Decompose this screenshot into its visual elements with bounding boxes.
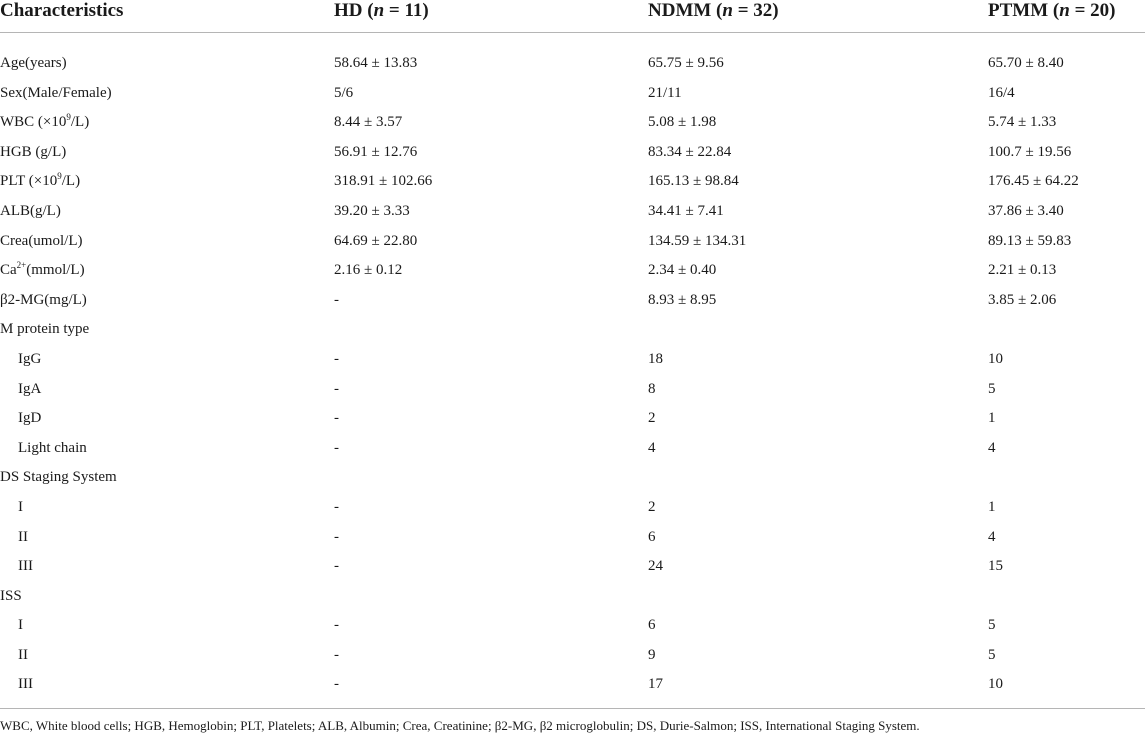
row-label: Crea(umol/L) bbox=[0, 232, 83, 249]
table-row bbox=[0, 168, 1145, 198]
cell-hd: 318.91 ± 102.66 bbox=[334, 173, 433, 190]
cell-ptmm: 100.7 ± 19.56 bbox=[988, 143, 1072, 160]
row-label: $Ca^{2+}(mmol/L)$ bbox=[0, 260, 85, 279]
table-row bbox=[0, 494, 1145, 524]
cell-ndmm: 5.08 ± 1.98 bbox=[648, 114, 717, 131]
row-label: Sex(Male/Female) bbox=[0, 84, 112, 101]
table-row bbox=[0, 109, 1145, 139]
cell-ndmm: 8 bbox=[648, 380, 656, 397]
row-label: IgG bbox=[18, 350, 42, 367]
cell-hd: - bbox=[334, 439, 339, 456]
row-label: I bbox=[18, 498, 23, 515]
cell-ptmm: 4 bbox=[988, 439, 996, 456]
cell-hd: - bbox=[334, 528, 339, 545]
row-label: IgA bbox=[18, 380, 42, 397]
row-label: HGB (g/L) bbox=[0, 143, 67, 160]
cell-ndmm: 65.75 ± 9.56 bbox=[648, 55, 724, 71]
table-row bbox=[0, 80, 1145, 110]
cell-ptmm: 5 bbox=[988, 646, 996, 663]
table-row bbox=[0, 139, 1145, 169]
cell-ptmm: 10 bbox=[988, 350, 1003, 367]
table-row bbox=[0, 642, 1145, 672]
table-row bbox=[0, 464, 1145, 494]
cell-hd: - bbox=[334, 410, 339, 427]
table-footnote: WBC, White blood cells; HGB, Hemoglobin; PLT, Platelets; ALB, Albumin; Crea, Creatinine; β2-MG, β2 microglobulin; DS, Durie-Salmon; ISS, International Staging System. bbox=[0, 718, 920, 733]
cell-ptmm: 5 bbox=[988, 617, 996, 634]
cell-ptmm: 10 bbox=[988, 676, 1003, 693]
table-row bbox=[0, 524, 1145, 554]
cell-ptmm: 3.85 ± 2.06 bbox=[988, 291, 1057, 308]
cell-ptmm: 65.70 ± 8.40 bbox=[988, 55, 1064, 71]
table-bottom-rule bbox=[0, 708, 1145, 709]
table-row bbox=[0, 435, 1145, 465]
cell-ndmm: 4 bbox=[648, 439, 656, 456]
header-ptmm: PTMM (n = 20) bbox=[988, 0, 1116, 21]
table-row bbox=[0, 50, 1145, 80]
cell-hd: 8.44 ± 3.57 bbox=[334, 114, 403, 131]
cell-ndmm: 17 bbox=[648, 676, 663, 693]
table-row bbox=[0, 287, 1145, 317]
cell-ptmm: 2.21 ± 0.13 bbox=[988, 262, 1057, 279]
row-label: PLT $(\times 10^9/L)$ bbox=[0, 171, 81, 190]
cell-ndmm: 34.41 ± 7.41 bbox=[648, 202, 724, 219]
cell-ndmm: 6 bbox=[648, 617, 656, 634]
table-row bbox=[0, 671, 1145, 701]
table-row bbox=[0, 612, 1145, 642]
cell-ptmm: 5 bbox=[988, 380, 996, 397]
table-row bbox=[0, 228, 1145, 258]
cell-ndmm: 2 bbox=[648, 498, 656, 515]
cell-hd: - bbox=[334, 646, 339, 663]
row-label: WBC $(\times 10^9/L)$ bbox=[0, 112, 90, 131]
row-label: II bbox=[18, 528, 28, 545]
cell-hd: - bbox=[334, 498, 339, 515]
cell-hd: 56.91 ± 12.76 bbox=[334, 143, 418, 160]
cell-ndmm: 83.34 ± 22.84 bbox=[648, 143, 732, 160]
cell-hd: - bbox=[334, 380, 339, 397]
table-row bbox=[0, 316, 1145, 346]
cell-ptmm: 1 bbox=[988, 410, 996, 427]
cell-hd: 64.69 ± 22.80 bbox=[334, 232, 418, 249]
cell-hd: - bbox=[334, 676, 339, 693]
table-header-row bbox=[0, 0, 1145, 33]
table-row bbox=[0, 553, 1145, 583]
row-label: Light chain bbox=[18, 439, 87, 456]
cell-hd: 58.64 ± 13.83 bbox=[334, 55, 418, 71]
table-row bbox=[0, 583, 1145, 613]
cell-hd: - bbox=[334, 291, 339, 308]
cell-ptmm: 15 bbox=[988, 558, 1003, 575]
cell-hd: 5/6 bbox=[334, 84, 354, 101]
cell-hd: 39.20 ± 3.33 bbox=[334, 202, 410, 219]
row-label: ISS bbox=[0, 587, 22, 604]
header-ndmm: NDMM (n = 32) bbox=[648, 0, 779, 21]
row-label: IgD bbox=[18, 410, 42, 427]
cell-ndmm: 6 bbox=[648, 528, 656, 545]
row-label: I bbox=[18, 617, 23, 634]
row-label: DS Staging System bbox=[0, 469, 117, 486]
cell-ptmm: 1 bbox=[988, 498, 996, 515]
cell-ptmm: 5.74 ± 1.33 bbox=[988, 114, 1057, 131]
row-label: III bbox=[18, 558, 33, 575]
row-label: β2-MG(mg/L) bbox=[0, 291, 87, 308]
cell-ptmm: 4 bbox=[988, 528, 996, 545]
table-row bbox=[0, 346, 1145, 376]
cell-hd: 2.16 ± 0.12 bbox=[334, 262, 403, 279]
cell-hd: - bbox=[334, 617, 339, 634]
cell-hd: - bbox=[334, 350, 339, 367]
row-label: II bbox=[18, 646, 28, 663]
row-label: M protein type bbox=[0, 321, 90, 338]
cell-ndmm: 24 bbox=[648, 558, 663, 575]
cell-ndmm: 9 bbox=[648, 646, 656, 663]
table-row bbox=[0, 257, 1145, 287]
cell-ndmm: 18 bbox=[648, 350, 663, 367]
cell-ndmm: 8.93 ± 8.95 bbox=[648, 291, 717, 308]
table-row bbox=[0, 198, 1145, 228]
table-body bbox=[0, 33, 1145, 701]
cell-ptmm: 176.45 ± 64.22 bbox=[988, 173, 1079, 190]
table-row bbox=[0, 405, 1145, 435]
cell-ndmm: 165.13 ± 98.84 bbox=[648, 173, 739, 190]
cell-ptmm: 89.13 ± 59.83 bbox=[988, 232, 1072, 249]
header-characteristics: Characteristics bbox=[0, 0, 124, 21]
cell-hd: - bbox=[334, 558, 339, 575]
cell-ndmm: 134.59 ± 134.31 bbox=[648, 232, 747, 249]
header-hd: HD (n = 11) bbox=[334, 0, 429, 21]
row-label: Age(years) bbox=[0, 55, 67, 71]
cell-ndmm: 2 bbox=[648, 410, 656, 427]
cell-ndmm: 21/11 bbox=[648, 84, 682, 101]
row-label: ALB(g/L) bbox=[0, 202, 61, 219]
table-row bbox=[0, 376, 1145, 406]
row-label: III bbox=[18, 676, 33, 693]
cell-ptmm: 16/4 bbox=[988, 84, 1015, 101]
cell-ndmm: 2.34 ± 0.40 bbox=[648, 262, 717, 279]
cell-ptmm: 37.86 ± 3.40 bbox=[988, 202, 1064, 219]
